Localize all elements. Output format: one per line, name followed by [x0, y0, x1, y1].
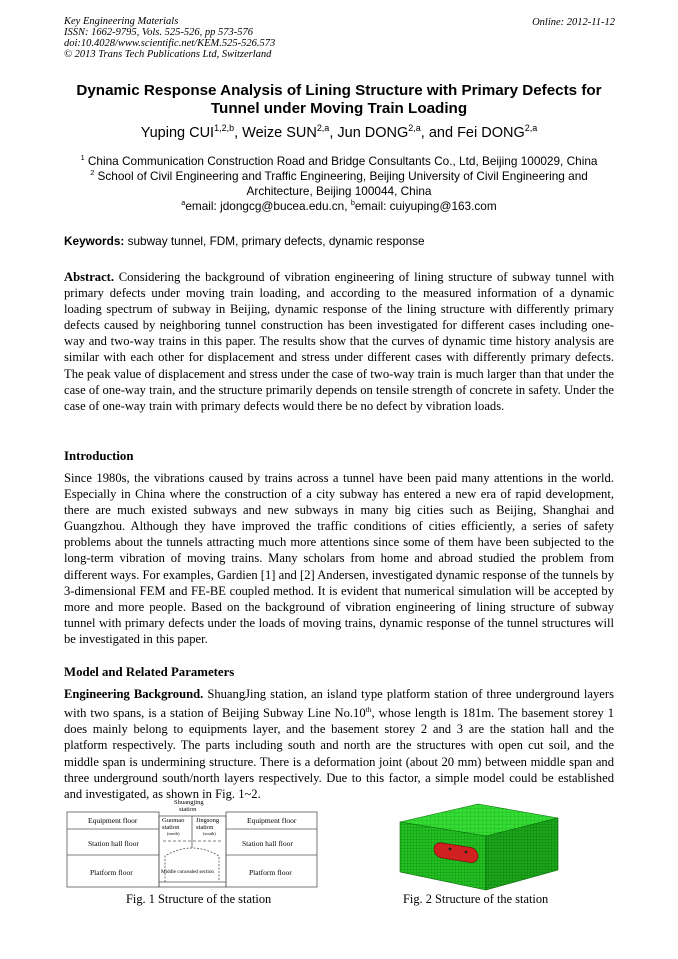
fig2-caption: Fig. 2 Structure of the station [403, 892, 549, 906]
author-sep: , [329, 124, 338, 141]
fig2-defect-marker [449, 848, 452, 851]
affil-number: 1 [80, 153, 85, 162]
engineering-background-text-a: ShuangJing station, an island type platform station of three underground layers with two spans, is a station of Beijing Subway Line No.10 [64, 687, 614, 721]
keywords [64, 234, 425, 248]
keywords-label: Keywords: [64, 234, 125, 248]
affil-text: China Communication Construction Road and Bridge Consultants Co., Ltd, Beijing 100029, China [87, 153, 598, 168]
model-heading: Model and Related Parameters [64, 665, 235, 679]
paper-title [40, 82, 638, 118]
fig1-caption: Fig. 1 Structure of the station [126, 892, 272, 906]
doi-line: doi:10.4028/www.scientific.net/KEM.525-526.573 [64, 38, 276, 49]
title-line-1: Dynamic Response Analysis of Lining Structure with Primary Defects for [76, 82, 602, 99]
author-affil-sup: 2,a [408, 123, 421, 133]
author-affil-sup: 2,a [524, 123, 538, 133]
email-a: email: jdongcg@bucea.edu.cn, [185, 198, 348, 213]
keywords-text: subway tunnel, FDM, primary defects, dynamic response [127, 234, 425, 248]
title-line-2: Tunnel under Moving Train Loading [210, 100, 468, 117]
fig1-equipment-floor-left: Equipment floor [88, 816, 138, 825]
fig1-station-section-diagram [66, 796, 318, 890]
ordinal-sup: th [365, 705, 372, 715]
fig2-3d-mesh-model [398, 800, 560, 892]
introduction-heading: Introduction [64, 449, 134, 463]
email-line [40, 198, 638, 213]
author-name: Fei DONG [457, 124, 525, 141]
author-sep: , and [420, 124, 458, 141]
copyright-line: © 2013 Trans Tech Publications Ltd, Switzerland [64, 49, 272, 60]
abstract-label: Abstract. [64, 270, 115, 284]
online-date: Online: 2012-11-12 [532, 17, 615, 28]
fig1-right-col-1: Jingsong [196, 817, 220, 824]
fig1-equipment-floor-right: Equipment floor [247, 816, 297, 825]
fig1-top-label-1: Shuangjing [174, 799, 204, 806]
issn-line: ISSN: 1662-9795, Vols. 525-526, pp 573-576 [64, 27, 253, 38]
fig1-left-col-1: Guomao [162, 817, 185, 824]
fig1-platform-floor-right: Platform floor [249, 868, 292, 877]
author-sep: , [234, 124, 243, 141]
fig1-left-col-3: (north) [167, 831, 180, 836]
author-list [40, 123, 638, 141]
engineering-background-text-b: , whose length is 181m. The basement storey 1 does mainly belong to equipments layer, and the basement storey 2 and 3 are the station hall and the platform respectively. The parts including south and north are the structures with open cut soil, and the middle span is undermining structure. There is a deformation joint (about 20 mm) between middle span and three underground south/north layers respectively. Due to this factor, a simple model could be established and investigated, as shown in Fig. 1~2. [64, 706, 614, 801]
engineering-background [64, 686, 614, 802]
email-b: email: cuiyuping@163.com [354, 198, 497, 213]
author-name: Jun DONG [337, 124, 409, 141]
affil-text-cont: Architecture, Beijing 100044, China [246, 183, 432, 198]
fig2-defect-marker [465, 851, 468, 854]
fig1-right-col-3: (south) [203, 831, 216, 836]
author-affil-sup: 1,2,b [214, 123, 235, 133]
email-sup-b: b [350, 198, 355, 207]
fig1-station-hall-left: Station hall floor [88, 839, 139, 848]
fig1-right-col-2: station [196, 824, 214, 831]
fig1-left-col-2: station [162, 824, 180, 831]
affil-text: School of Civil Engineering and Traffic Engineering, Beijing University of Civil Engineering and [97, 168, 588, 183]
email-sup-a: a [181, 198, 186, 207]
fig1-station-hall-right: Station hall floor [242, 839, 293, 848]
author-affil-sup: 2,a [316, 123, 330, 133]
journal-name: Key Engineering Materials [64, 16, 179, 27]
fig1-middle-section: Middle concealed section [161, 869, 215, 875]
author-name: Weize SUN [242, 124, 317, 141]
author-name: Yuping CUI [140, 124, 215, 141]
abstract-text: Considering the background of vibration engineering of lining structure of subway tunnel with primary defects under moving train loading, and according to the measured information of a dynamic loading spectrum of subway in Beijing, dynamic response of the lining structure with differently primary defects caused by neighboring tunnel construction has been investigated for different cases including one-way and two-way trains in this paper. The results show that the curves of dynamic time history analysis are similar with each other for displacement and stress under different cases with differently primary defects. The peak value of displacement and stress under the case of two-way train is much larger than that under the case of one-way train, and the structure primarily depends on tensile strength of concrete in safety. Under the case of one-way train with primary defects would there be no defect by vibration loads. [64, 270, 614, 413]
affiliation-2 [40, 165, 638, 199]
abstract [64, 269, 614, 414]
affil-number: 2 [90, 168, 95, 177]
fig1-top-label-2: station [179, 806, 197, 813]
engineering-background-label: Engineering Background. [64, 687, 204, 701]
fig1-platform-floor-left: Platform floor [90, 868, 133, 877]
introduction-text: Since 1980s, the vibrations caused by trains across a tunnel have been paid many attentions in the world. Especially in China where the construction of a city subway has entered a new era of rapid development, there are much existed subways and new subways in many big cities such as Beijing, Shanghai and Guangzhou. Although they have improved the traffic conditions of cities efficiently, a series of safety problems about the tunnels attracting much more attentions since some of them have been subjected to the long-term vibration of moving trains. Many scholars from home and abroad studied the problem from different ways. For examples, Gardien [1] and [2] Andersen, investigated dynamic response of the tunnels by 3-dimensional FEM and FE-BE coupled method. It is evident that numerical simulation will be accepted by more and more people. Based on the background of vibration engineering of lining structure of subway tunnel with primary defects under the loads of moving trains, dynamic response of the tunnel structures will be investigated in this paper. [64, 471, 614, 646]
